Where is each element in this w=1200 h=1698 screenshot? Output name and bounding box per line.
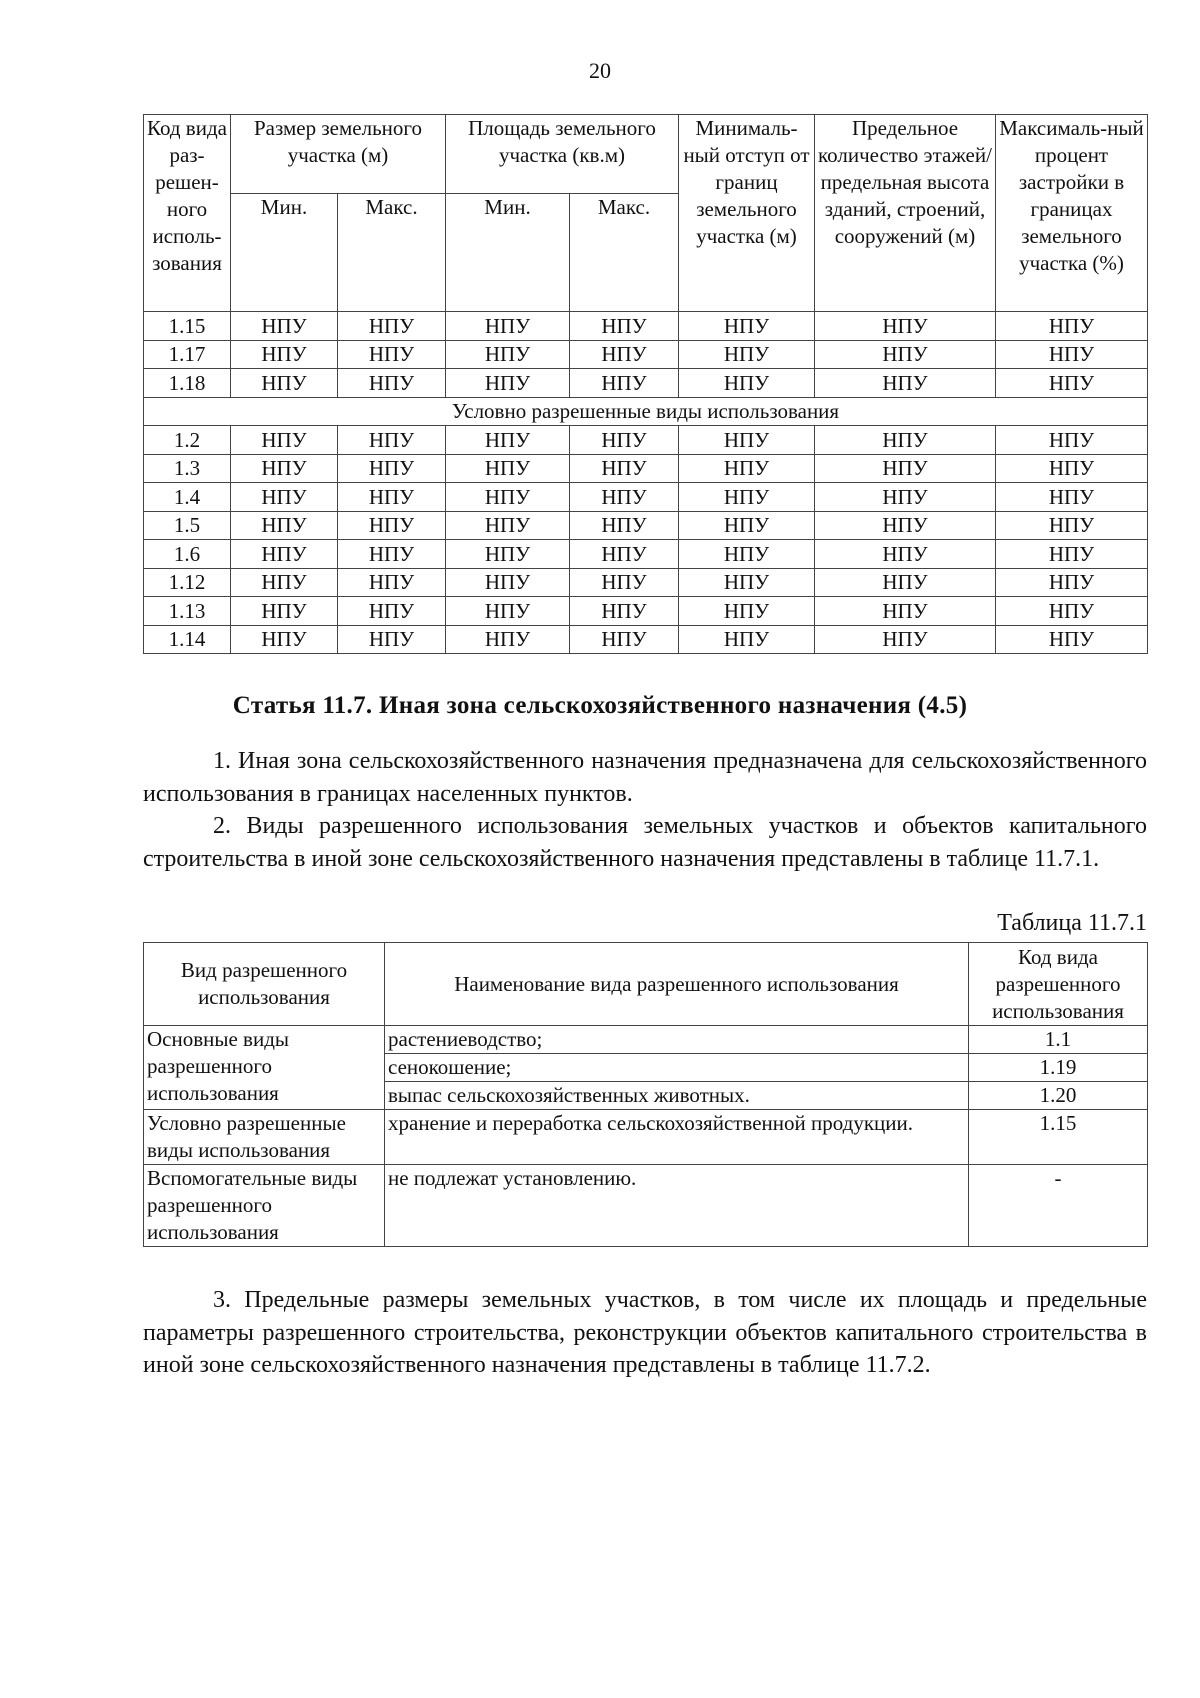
row-value-cell: НПУ (815, 426, 996, 455)
category-auxiliary: Вспомогательные виды разрешенного использования (144, 1165, 385, 1247)
table-row (144, 454, 1148, 483)
row-value-cell: НПУ (231, 483, 338, 512)
table-row (144, 483, 1148, 512)
row-value-cell: НПУ (231, 340, 338, 369)
paragraph-1: 1. Иная зона сельскохозяйственного назначения предназначена для сельскохозяйственного использования в границах населенных пунктов. (143, 748, 1147, 807)
use-code: 1.19 (969, 1054, 1148, 1082)
section-label-conditional: Условно разрешенные виды использования (144, 397, 1148, 426)
row-value-cell: НПУ (815, 568, 996, 597)
row-value-cell: НПУ (996, 454, 1148, 483)
row-value-cell: НПУ (996, 483, 1148, 512)
row-code-cell: 1.14 (144, 625, 231, 654)
row-value-cell: НПУ (338, 511, 446, 540)
table-caption: Таблица 11.7.1 (997, 910, 1147, 936)
row-value-cell: НПУ (679, 597, 815, 626)
row-value-cell: НПУ (570, 568, 679, 597)
row-value-cell: НПУ (446, 540, 570, 569)
table-row (144, 540, 1148, 569)
row-value-cell: НПУ (570, 483, 679, 512)
article-heading: Статья 11.7. Иная зона сельскохозяйственного назначения (4.5) (232, 692, 968, 719)
row-code-cell: 1.18 (144, 369, 231, 398)
header-kind: Вид разрешенного использования (144, 943, 385, 1026)
row-value-cell: НПУ (338, 426, 446, 455)
row-value-cell: НПУ (996, 312, 1148, 341)
use-name: не подлежат установлению. (385, 1165, 969, 1247)
row-value-cell: НПУ (815, 312, 996, 341)
header-area-min: Мин. (446, 194, 570, 312)
table-row (144, 1165, 1148, 1247)
table-row (144, 369, 1148, 398)
row-value-cell: НПУ (996, 340, 1148, 369)
row-value-cell: НПУ (996, 426, 1148, 455)
row-code-cell: 1.5 (144, 511, 231, 540)
row-value-cell: НПУ (446, 369, 570, 398)
table-row (144, 426, 1148, 455)
table-row (144, 625, 1148, 654)
use-name: выпас сельскохозяйственных животных. (385, 1082, 969, 1110)
paragraph-2: 2. Виды разрешенного использования земельных участков и объектов капитального строительства в иной зоне сельскохозяйственного назначения представлены в таблице 11.7.1. (143, 813, 1147, 872)
header-coverage: Максималь-ный процент застройки в границах земельного участка (%) (996, 115, 1148, 312)
row-code-cell: 1.3 (144, 454, 231, 483)
permitted-use-table (143, 942, 1148, 1247)
row-value-cell: НПУ (231, 312, 338, 341)
row-value-cell: НПУ (679, 369, 815, 398)
row-code-cell: 1.17 (144, 340, 231, 369)
row-value-cell: НПУ (679, 312, 815, 341)
header-code: Код вида раз-решен-ного исполь-зования (144, 115, 231, 312)
row-value-cell: НПУ (815, 511, 996, 540)
row-value-cell: НПУ (231, 369, 338, 398)
use-code: - (969, 1165, 1148, 1247)
row-value-cell: НПУ (446, 454, 570, 483)
header-setback: Минималь-ный отступ от границ земельного участка (м) (679, 115, 815, 312)
row-value-cell: НПУ (338, 454, 446, 483)
table-row (144, 340, 1148, 369)
row-value-cell: НПУ (570, 340, 679, 369)
row-value-cell: НПУ (570, 426, 679, 455)
row-value-cell: НПУ (446, 312, 570, 341)
category-conditional: Условно разрешенные виды использования (144, 1110, 385, 1165)
row-value-cell: НПУ (815, 625, 996, 654)
table-row (144, 312, 1148, 341)
row-value-cell: НПУ (231, 625, 338, 654)
header-size-min: Мин. (231, 194, 338, 312)
row-code-cell: 1.4 (144, 483, 231, 512)
row-value-cell: НПУ (338, 312, 446, 341)
page-number: 20 (589, 58, 611, 83)
row-value-cell: НПУ (570, 312, 679, 341)
row-value-cell: НПУ (446, 625, 570, 654)
row-value-cell: НПУ (996, 568, 1148, 597)
row-code-cell: 1.13 (144, 597, 231, 626)
row-value-cell: НПУ (996, 369, 1148, 398)
row-value-cell: НПУ (231, 540, 338, 569)
row-value-cell: НПУ (231, 511, 338, 540)
header-size-group: Размер земельного участка (м) (231, 115, 446, 194)
row-value-cell: НПУ (679, 540, 815, 569)
row-value-cell: НПУ (338, 540, 446, 569)
row-value-cell: НПУ (679, 511, 815, 540)
row-code-cell: 1.12 (144, 568, 231, 597)
table-row (144, 568, 1148, 597)
row-value-cell: НПУ (570, 369, 679, 398)
use-code: 1.1 (969, 1026, 1148, 1054)
use-name: сенокошение; (385, 1054, 969, 1082)
use-name: растениеводство; (385, 1026, 969, 1054)
row-value-cell: НПУ (679, 426, 815, 455)
row-value-cell: НПУ (446, 426, 570, 455)
row-value-cell: НПУ (996, 625, 1148, 654)
row-value-cell: НПУ (338, 597, 446, 626)
row-code-cell: 1.15 (144, 312, 231, 341)
row-value-cell: НПУ (570, 454, 679, 483)
row-value-cell: НПУ (231, 426, 338, 455)
row-value-cell: НПУ (679, 454, 815, 483)
row-code-cell: 1.2 (144, 426, 231, 455)
row-value-cell: НПУ (815, 454, 996, 483)
row-value-cell: НПУ (231, 454, 338, 483)
row-value-cell: НПУ (338, 568, 446, 597)
header-area-group: Площадь земельного участка (кв.м) (446, 115, 679, 194)
row-value-cell: НПУ (446, 340, 570, 369)
row-value-cell: НПУ (338, 483, 446, 512)
row-value-cell: НПУ (446, 597, 570, 626)
row-value-cell: НПУ (446, 568, 570, 597)
row-value-cell: НПУ (996, 511, 1148, 540)
header-size-max: Макс. (338, 194, 446, 312)
row-value-cell: НПУ (231, 597, 338, 626)
row-value-cell: НПУ (231, 568, 338, 597)
table-row (144, 511, 1148, 540)
row-value-cell: НПУ (338, 369, 446, 398)
header-floors: Предельное количество этажей/ предельная высота зданий, строений, сооружений (м) (815, 115, 996, 312)
row-value-cell: НПУ (815, 540, 996, 569)
row-value-cell: НПУ (815, 483, 996, 512)
row-value-cell: НПУ (815, 369, 996, 398)
table-row (144, 597, 1148, 626)
land-parameters-table (143, 114, 1148, 654)
row-value-cell: НПУ (570, 540, 679, 569)
row-value-cell: НПУ (679, 340, 815, 369)
row-value-cell: НПУ (446, 483, 570, 512)
category-main: Основные виды разрешенного использования (144, 1026, 385, 1110)
row-value-cell: НПУ (679, 483, 815, 512)
row-value-cell: НПУ (338, 625, 446, 654)
table-row (144, 1026, 1148, 1054)
row-code-cell: 1.6 (144, 540, 231, 569)
header-area-max: Макс. (570, 194, 679, 312)
use-code: 1.15 (969, 1110, 1148, 1165)
use-name: хранение и переработка сельскохозяйственной продукции. (385, 1110, 969, 1165)
row-value-cell: НПУ (996, 597, 1148, 626)
use-code: 1.20 (969, 1082, 1148, 1110)
row-value-cell: НПУ (570, 625, 679, 654)
row-value-cell: НПУ (570, 597, 679, 626)
row-value-cell: НПУ (338, 340, 446, 369)
row-value-cell: НПУ (570, 511, 679, 540)
row-value-cell: НПУ (679, 568, 815, 597)
row-value-cell: НПУ (679, 625, 815, 654)
row-value-cell: НПУ (996, 540, 1148, 569)
header-name: Наименование вида разрешенного использования (385, 943, 969, 1026)
header-use-code: Код вида разрешенного использования (969, 943, 1148, 1026)
row-value-cell: НПУ (815, 597, 996, 626)
paragraph-3: 3. Предельные размеры земельных участков, в том числе их площадь и предельные параметры разрешенного строительства, реконструкции объектов капитального строительства в иной зоне сельскохозяйственного назначения представлены в таблице 11.7.2. (143, 1287, 1147, 1378)
row-value-cell: НПУ (446, 511, 570, 540)
table-row (144, 1110, 1148, 1165)
row-value-cell: НПУ (815, 340, 996, 369)
